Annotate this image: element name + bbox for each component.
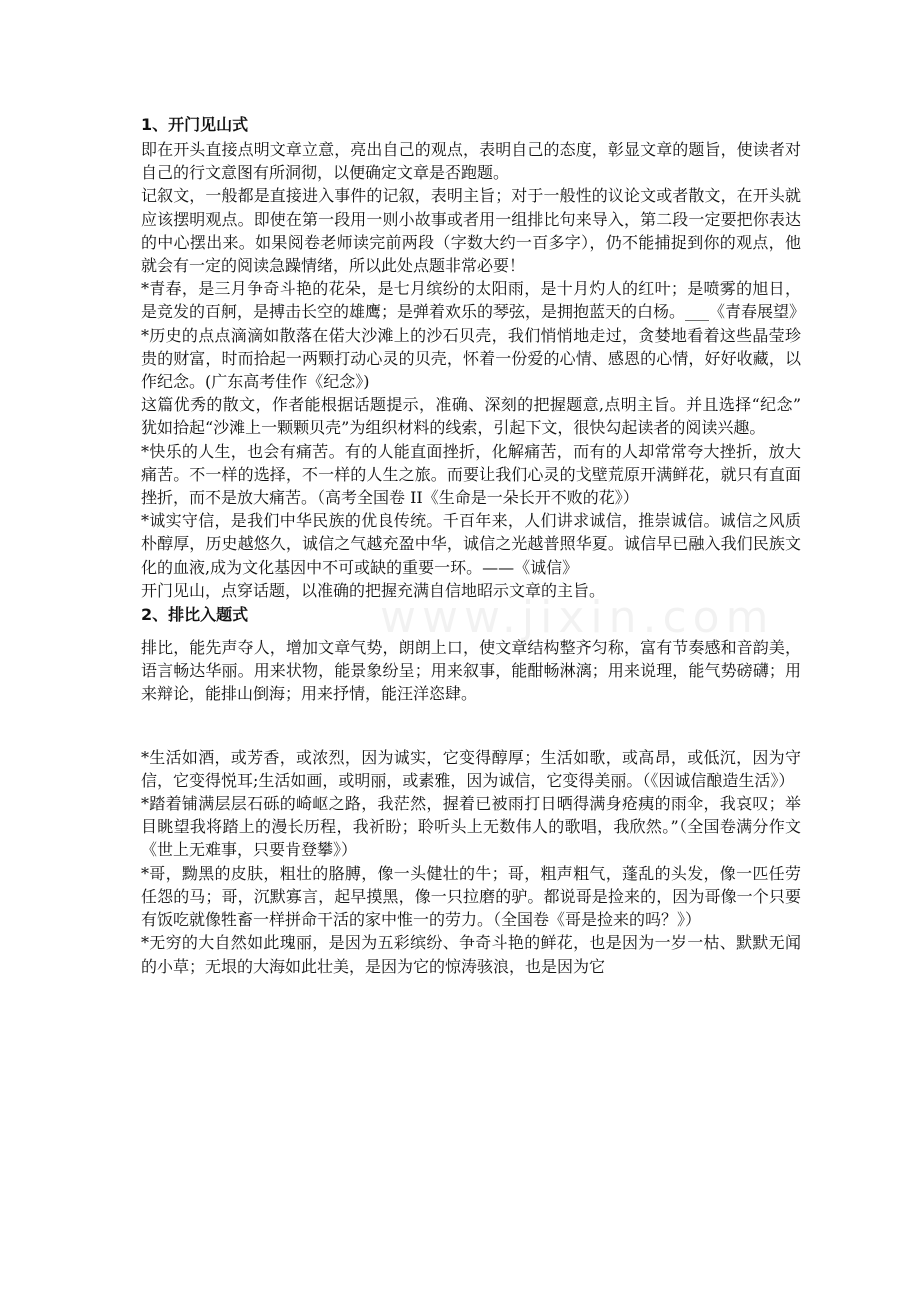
example-paragraph: *哥，黝黑的皮肤，粗壮的胳膊，像一头健壮的牛；哥，粗声粗气，蓬乱的头发，像一匹任劳任怨的马；哥，沉默寡言，起早摸黑，像一只拉磨的驴。都说哥是捡来的，因为哥像一个只要有饭吃就像牲畜一样拼命干活的家中惟一的劳力。（全国卷《哥是捡来的吗？》）: [141, 863, 801, 930]
example-paragraph: *无穷的大自然如此瑰丽，是因为五彩缤纷、争奇斗艳的鲜花，也是因为一岁一枯、默默无闻的小草；无垠的大海如此壮美，是因为它的惊涛骇浪，也是因为它: [141, 933, 801, 976]
example-paragraph: *生活如酒，或芳香，或浓烈，因为诚实，它变得醇厚；生活如歌，或高昂，或低沉，因为守信，它变得悦耳;生活如画，或明丽，或素雅，因为诚信，它变得美丽。（《因诚信酿造生活》）: [141, 747, 801, 790]
watermark: www.jixin.com: [380, 592, 775, 643]
spacer: [141, 706, 801, 746]
example-paragraph: *历史的点点滴滴如散落在偌大沙滩上的沙石贝壳，我们悄悄地走过，贪婪地看着这些晶莹珍贵的财富，时而拾起一两颗打动心灵的贝壳，怀着一份爱的心情、感恩的心情，好好收藏，以作纪念。(广东高考佳作《纪念》): [141, 325, 801, 392]
example-paragraph: *踏着铺满层层石砾的崎岖之路，我茫然，握着已被雨打日晒得满身疮痍的雨伞，我哀叹；举目眺望我将踏上的漫长历程，我祈盼；聆听头上无数伟人的歌唱，我欣然。”（全国卷满分作文《世上无难事，只要肯登攀》）: [141, 794, 801, 860]
example-paragraph: *快乐的人生，也会有痛苦。有的人能直面挫折，化解痛苦，而有的人却常常夸大挫折，放大痛苦。不一样的选择，不一样的人生之旅。而要让我们心灵的戈壁荒原开满鲜花，就只有直面挫折，而不是放大痛苦。（高考全国卷 II《生命是一朵长开不败的花》）: [141, 441, 801, 508]
paragraph: 排比，能先声夺人，增加文章气势，朗朗上口，使文章结构整齐匀称，富有节奏感和音韵美，语言畅达华丽。用来状物，能景象纷呈；用来叙事，能酣畅淋漓；用来说理，能气势磅礴；用来辩论，能排山倒海；用来抒情，能汪洋恣肆。: [141, 638, 801, 704]
paragraph: 开门见山，点穿话题，以准确的把握充满自信地昭示文章的主旨。: [141, 580, 606, 600]
paragraph: 即在开头直接点明文章立意，亮出自己的观点，表明自己的态度，彰显文章的题旨，使读者对自己的行文意图有所洞彻，以便确定文章是否跑题。: [141, 140, 801, 183]
example-paragraph: *青春，是三月争奇斗艳的花朵，是七月缤纷的太阳雨，是十月灼人的红叶；是喷雾的旭日，是竞发的百舸，是搏击长空的雄鹰；是弹着欢乐的琴弦，是拥抱蓝天的白杨。___《青春展望》: [141, 279, 806, 322]
document-body: [141, 112, 806, 978]
spacer: [141, 628, 801, 636]
section-heading: 2、排比入题式: [141, 605, 249, 625]
paragraph: 记叙文，一般都是直接进入事件的记叙，表明主旨；对于一般性的议论文或者散文，在开头就应该摆明观点。即使在第一段用一则小故事或者用一组排比句来导入，第二段一定要把你表达的中心摆出来。如果阅卷老师读完前两段（字数大约一百多字），仍不能捕捉到你的观点，他就会有一定的阅读急躁情绪，所以此处点题非常必要！: [141, 186, 801, 276]
section-heading: 1、开门见山式: [141, 115, 249, 134]
example-paragraph: *诚实守信，是我们中华民族的优良传统。千百年来，人们讲求诚信，推崇诚信。诚信之风质朴醇厚，历史越悠久，诚信之气越充盈中华，诚信之光越普照华夏。诚信早已融入我们民族文化的血液,成为文化基因中不可或缺的重要一环。——《诚信》: [141, 511, 801, 577]
paragraph: 这篇优秀的散文，作者能根据话题提示，准确、深刻的把握题意,点明主旨。并且选择“纪念”犹如拾起“沙滩上一颗颗贝壳”为组织材料的线索，引起下文，很快勾起读者的阅读兴趣。: [141, 395, 801, 438]
section-parallelism: [141, 602, 801, 978]
section-opening: [141, 112, 806, 602]
